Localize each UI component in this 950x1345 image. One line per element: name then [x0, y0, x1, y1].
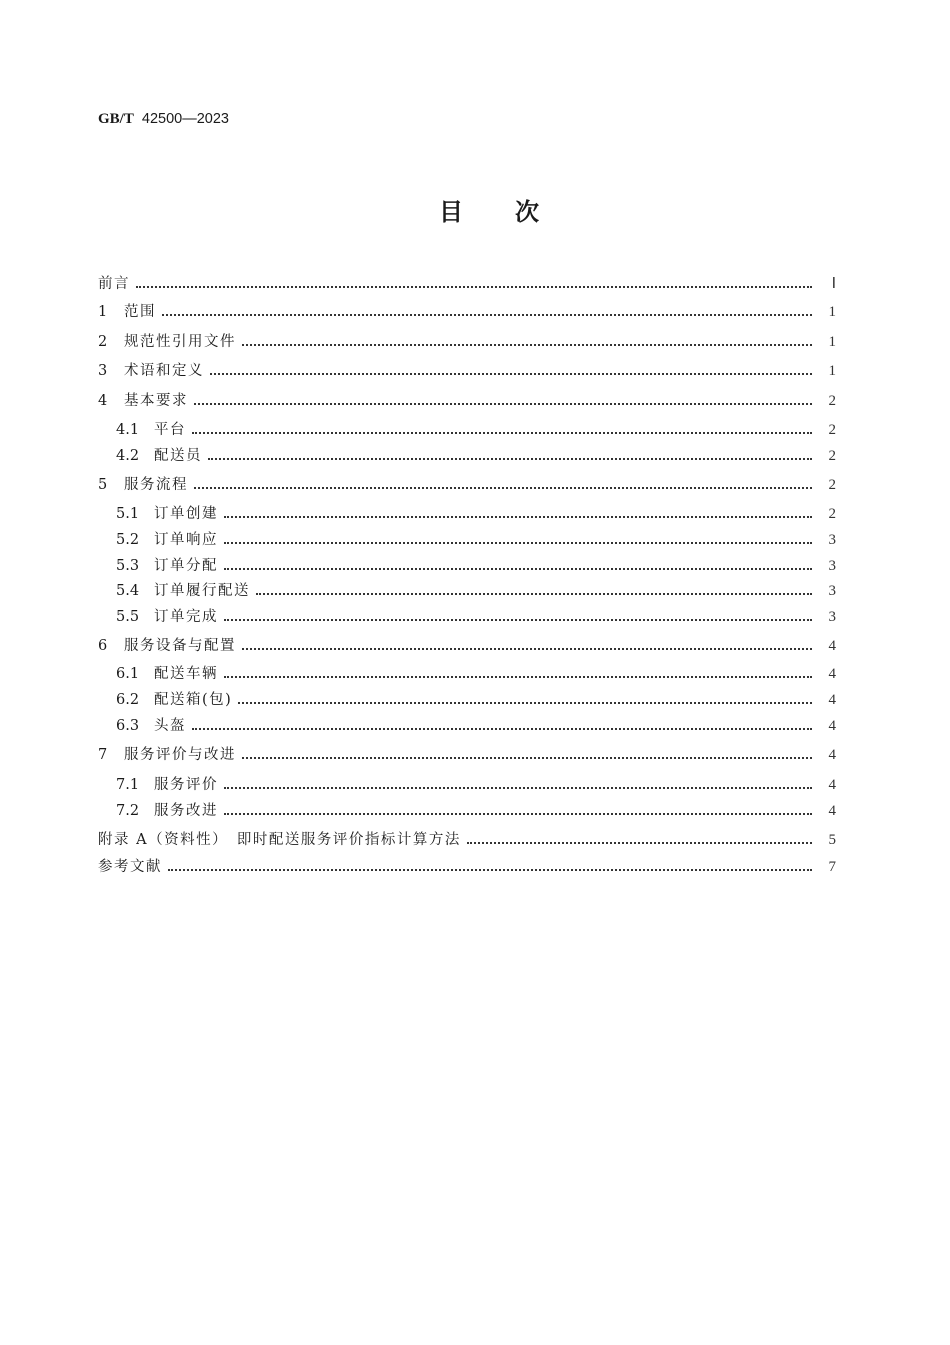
toc-entry-number: 5.5: [116, 609, 140, 625]
dot-leader: [224, 568, 812, 570]
dot-leader: [194, 487, 812, 489]
toc-entry[interactable]: [116, 664, 836, 684]
dot-leader: [224, 787, 812, 789]
standard-code: [98, 111, 229, 128]
dot-leader: [194, 403, 812, 405]
dot-leader: [208, 458, 812, 460]
toc-entry[interactable]: [98, 745, 836, 765]
toc-entry-page: 3: [828, 609, 836, 625]
toc-entry[interactable]: [116, 504, 836, 524]
toc-entry-page: 2: [828, 448, 836, 464]
dot-leader: [192, 432, 812, 434]
toc-entry-page: 4: [828, 638, 836, 654]
standard-number: 42500—2023: [141, 111, 229, 127]
toc-entry-label: 配送箱(包): [154, 692, 233, 708]
dot-leader: [238, 702, 812, 704]
toc-entry-page: 3: [828, 558, 836, 574]
toc-entry[interactable]: [98, 475, 836, 495]
toc-entry-number: 7: [98, 747, 108, 763]
toc-entry[interactable]: [116, 420, 836, 440]
toc-entry[interactable]: [116, 556, 836, 576]
toc-entry-label: 订单完成: [154, 609, 218, 625]
toc-entry[interactable]: [116, 530, 836, 550]
toc-entry-number: 4.2: [116, 448, 140, 464]
toc-entry[interactable]: [116, 775, 836, 795]
toc-entry-page: 1: [828, 304, 836, 320]
dot-leader: [136, 286, 812, 288]
toc-entry-label: 配送车辆: [154, 666, 218, 682]
toc-entry-label: 平台: [154, 422, 186, 438]
toc-entry-number: 4: [98, 393, 108, 409]
toc-entry-page: 4: [828, 666, 836, 682]
toc-entry-label: 附录 A（资料性） 即时配送服务评价指标计算方法: [98, 832, 461, 848]
toc-entry-label: 基本要求: [124, 393, 188, 409]
toc-entry-page: 4: [828, 747, 836, 763]
toc-entry-label: 订单分配: [154, 558, 218, 574]
toc-entry-label: 订单响应: [154, 532, 218, 548]
toc-entry-page: 2: [828, 393, 836, 409]
toc-entry-page: Ⅰ: [831, 276, 836, 292]
toc-entry-page: 5: [828, 832, 836, 848]
toc-entry-number: 3: [98, 363, 108, 379]
toc-entry-number: 6.3: [116, 718, 140, 734]
toc-entry-number: 5.1: [116, 506, 140, 522]
toc-entry[interactable]: [116, 607, 836, 627]
toc-entry-number: 6.2: [116, 692, 140, 708]
toc-entry-label: 头盔: [154, 718, 186, 734]
toc-entry-label: 订单创建: [154, 506, 218, 522]
toc-entry[interactable]: [98, 636, 836, 656]
toc-entry-number: 7.1: [116, 777, 140, 793]
toc-entry[interactable]: [98, 332, 836, 352]
dot-leader: [256, 593, 812, 595]
dot-leader: [467, 842, 812, 844]
toc-entry-number: 2: [98, 334, 108, 350]
toc-entry-page: 7: [828, 859, 836, 875]
toc-entry-label: 服务评价与改进: [124, 747, 236, 763]
toc-entry-label: 配送员: [154, 448, 202, 464]
toc-entry-number: 5.3: [116, 558, 140, 574]
toc-entry-label: 前言: [98, 276, 130, 292]
toc-entry-page: 2: [828, 422, 836, 438]
toc-entry-label: 范围: [124, 304, 156, 320]
toc-entry-page: 1: [828, 363, 836, 379]
toc-entry-page: 4: [828, 777, 836, 793]
dot-leader: [192, 728, 812, 730]
toc-entry-label: 术语和定义: [124, 363, 204, 379]
toc-entry-number: 5.2: [116, 532, 140, 548]
toc-entry-number: 6.1: [116, 666, 140, 682]
toc-entry-page: 3: [828, 583, 836, 599]
toc-entry-label: 参考文献: [98, 859, 162, 875]
toc-entry-page: 4: [828, 692, 836, 708]
dot-leader: [224, 542, 812, 544]
toc-entry[interactable]: [98, 274, 836, 294]
dot-leader: [162, 314, 812, 316]
page-title: 目次: [439, 198, 591, 226]
toc-entry-label: 服务评价: [154, 777, 218, 793]
toc-entry-label: 服务改进: [154, 803, 218, 819]
toc-entry-page: 3: [828, 532, 836, 548]
dot-leader: [210, 373, 812, 375]
dot-leader: [224, 619, 812, 621]
toc-entry-page: 2: [828, 477, 836, 493]
dot-leader: [224, 676, 812, 678]
toc-entry[interactable]: [116, 716, 836, 736]
toc-entry[interactable]: [98, 857, 836, 877]
toc-entry-page: 4: [828, 803, 836, 819]
dot-leader: [242, 344, 812, 346]
dot-leader: [168, 869, 812, 871]
toc-entry-number: 1: [98, 304, 108, 320]
toc-entry[interactable]: [98, 391, 836, 411]
toc-entry[interactable]: [116, 801, 836, 821]
toc-entry[interactable]: [98, 302, 836, 322]
dot-leader: [242, 648, 812, 650]
toc-entry-label: 服务流程: [124, 477, 188, 493]
toc-entry-number: 7.2: [116, 803, 140, 819]
dot-leader: [224, 516, 812, 518]
toc-entry-label: 订单履行配送: [154, 583, 250, 599]
toc-entry[interactable]: [116, 690, 836, 710]
toc-entry-page: 4: [828, 718, 836, 734]
toc-entry[interactable]: [116, 581, 836, 601]
toc-entry-label: 规范性引用文件: [124, 334, 236, 350]
toc-entry-number: 6: [98, 638, 108, 654]
toc-entry-page: 2: [828, 506, 836, 522]
dot-leader: [224, 813, 812, 815]
toc-entry[interactable]: [116, 446, 836, 466]
toc-entry-number: 4.1: [116, 422, 140, 438]
toc-entry[interactable]: [98, 830, 836, 850]
toc-entry[interactable]: [98, 361, 836, 381]
toc-entry-number: 5: [98, 477, 108, 493]
toc-entry-page: 1: [828, 334, 836, 350]
toc-entry-number: 5.4: [116, 583, 140, 599]
standard-prefix: GB/T: [98, 111, 134, 127]
toc-entry-label: 服务设备与配置: [124, 638, 236, 654]
dot-leader: [242, 757, 812, 759]
